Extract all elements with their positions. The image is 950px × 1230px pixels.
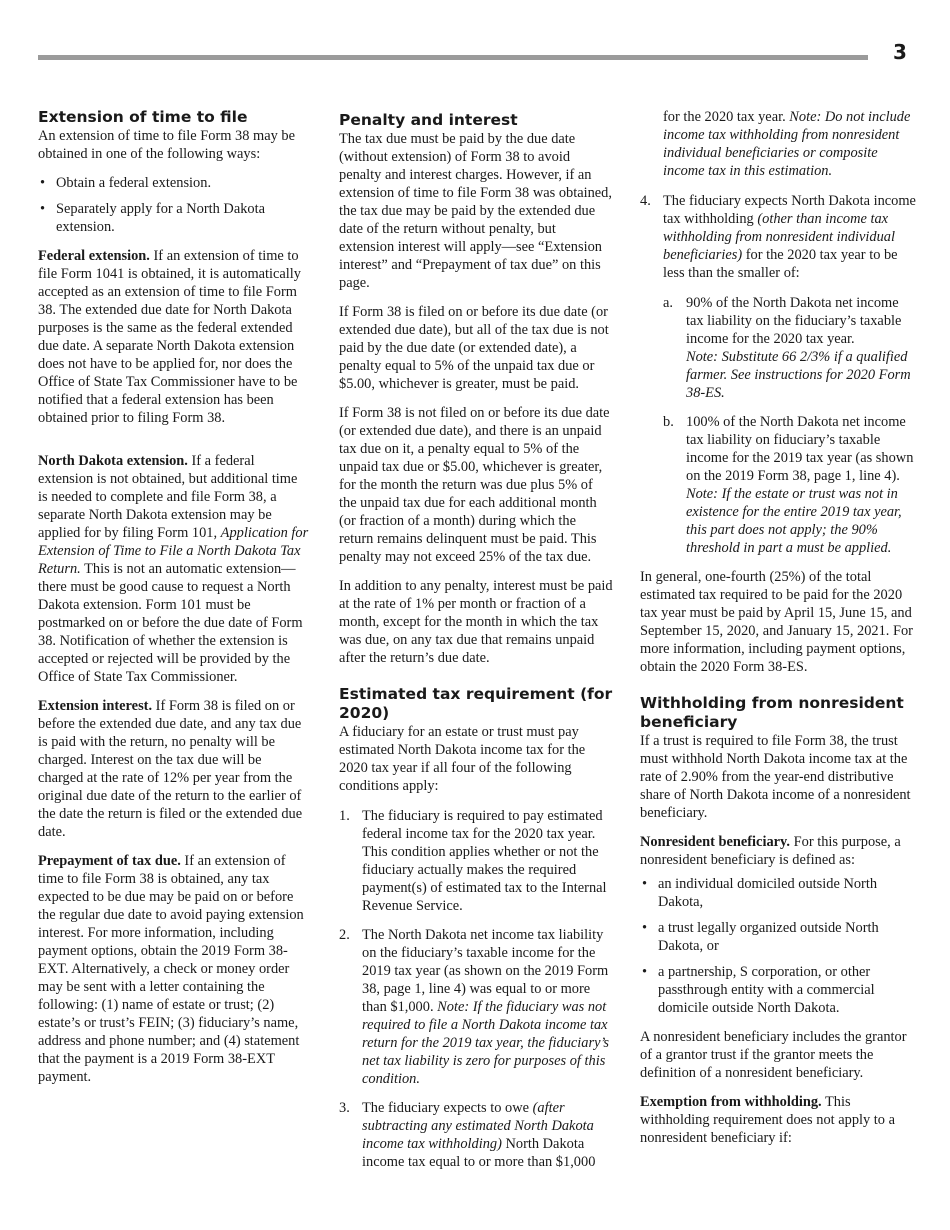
extension-interest-lead: Extension interest. xyxy=(38,698,153,714)
extension-interest-paragraph: Extension interest. If Form 38 is filed on or before the extended due date, and any tax due is paid with the return, no penalty will be charged. Interest on the tax due will be charged at the rate of 12% per year from the original due date of the return to the earlier of the date the return is filed or the extended due date. xyxy=(38,698,303,840)
sub-condition-b-note: Note: If the estate or trust was not in existence for the entire 2019 tax year, this part does not apply; the 90% threshold in part a must be applied. xyxy=(686,486,902,556)
exemption-lead: Exemption from withholding. xyxy=(640,1094,822,1110)
penalty-paragraph-1: The tax due must be paid by the due date (without extension) of Form 38 to avoid penalty and interest charges. However, if an extension of time to file Form 38 was obtained, the tax due may be paid by the extended due date of the return without penalty, but extension interest will apply—see “Extension interest” and “Prepayment of tax due” on this page. xyxy=(339,131,612,291)
grantor-paragraph: A nonresident beneficiary includes the grantor of a grantor trust if the grantor meets the definition of a nonresident beneficiary. xyxy=(640,1029,907,1081)
nd-extension-lead: North Dakota extension. xyxy=(38,453,188,469)
prepayment-paragraph: Prepayment of tax due. If an extension of time to file Form 38 is obtained, any tax expected to be due may be paid on or before the regular due date to avoid paying extension interest. For more information, including payment options, obtain the 2019 Form 38-EXT. Alternatively, a check or money order may be sent with a letter containing the following: (1) name of estate or trust; (2) estate’s or trust’s FEIN; (3) fiduciary’s name, address and phone number; and (4) statement that the payment is a 2019 Form 38-EXT payment. xyxy=(38,853,304,1085)
sub-condition-a-note: Note: Substitute 66 2/3% if a qualified farmer. See instructions for 2020 Form 38-ES. xyxy=(686,349,911,401)
sub-conditions-list xyxy=(663,294,918,557)
nonresident-list xyxy=(640,875,918,1017)
list-item: • a partnership, S corporation, or other passthrough entity with a commercial domicile outside North Dakota. xyxy=(640,963,918,1017)
penalty-paragraph-2: If Form 38 is filed on or before its due date (or extended due date), but all of the tax due is not paid by the due date (or extended date), a penalty equal to 5% of the unpaid tax due or $5.00, whichever is greater, must be paid. xyxy=(339,304,609,392)
heading-extension: Extension of time to file xyxy=(38,108,248,126)
condition-item-1: 1. The fiduciary is required to pay estimated federal income tax for the 2020 tax year. This condition applies whether or not the fiduciary actually makes the required payment(s) of estimated tax to the Internal Revenue Service. xyxy=(339,808,607,914)
conditions-list-continued xyxy=(640,192,918,557)
extension-ways-list xyxy=(38,174,310,236)
nd-extension-paragraph: North Dakota extension. If a federal extension is not obtained, but additional time is needed to complete and file Form 38, a separate North Dakota extension may be applied for by filing Form 101, Application for Extension of Time to File a North Dakota Tax Return. This is not an automatic extension—there must be good cause to request a North Dakota extension. Form 101 must be postmarked on or before the due date of Form 38. Notification of whether the extension is accepted or rejected will be provided by the Office of State Tax Commissioner. xyxy=(38,453,309,685)
form-101-title: Application for Extension of Time to File a North Dakota Tax Return. xyxy=(38,525,309,577)
federal-extension-paragraph: Federal extension. If an extension of time to file Form 1041 is obtained, it is automatically accepted as an extension of time to file Form 38. The extended due date for North Dakota purposes is the same as the federal extended due date. A separate North Dakota extension does not have to be applied for, nor does the Office of State Tax Commissioner have to be notified that a federal extension has been obtained prior to filing Form 38. xyxy=(38,248,301,426)
list-item: • Obtain a federal extension. xyxy=(38,174,310,192)
withholding-intro: If a trust is required to file Form 38, the trust must withhold North Dakota income tax at the rate of 2.90% from the year-end distributive share of North Dakota income of a nonresident beneficiary. xyxy=(640,733,911,821)
nonresident-beneficiary-lead: Nonresident beneficiary. xyxy=(640,834,791,850)
condition-3-note: Note: Do not include income tax withholding from nonresident individual beneficiaries or composite income tax in this estimation. xyxy=(663,109,911,179)
column-2 xyxy=(339,108,613,1182)
sub-condition-a: a. 90% of the North Dakota net income tax liability on the fiduciary’s taxable income for the 2020 tax year. Note: Substitute 66 2/3% if a qualified farmer. See instructions for 2020 Form 38-ES. xyxy=(663,295,911,401)
prepayment-lead: Prepayment of tax due. xyxy=(38,853,181,869)
conditions-list xyxy=(339,807,613,1171)
list-item: • a trust legally organized outside North Dakota, or xyxy=(640,919,918,955)
condition-item-2: 2. The North Dakota net income tax liability on the fiduciary’s taxable income for the 2019 tax year (as shown on the 2019 Form 38, page 1, line 4) was equal to or more than $1,000. Note: If the fiduciary was not required to file a North Dakota income tax return for the 2019 tax year, the fiduciary’s net tax liability is zero for purposes of this condition. xyxy=(339,927,610,1087)
federal-extension-lead: Federal extension. xyxy=(38,248,150,264)
list-item: • an individual domiciled outside North Dakota, xyxy=(640,875,918,911)
sub-condition-b: b. 100% of the North Dakota net income tax liability on fiduciary’s taxable income for the 2019 tax year (as shown on the 2019 Form 38, page 1, line 4). Note: If the estate or trust was not in existence for the entire 2019 tax year, this part does not apply; the 90% threshold in part a must be applied. xyxy=(663,414,914,556)
heading-withholding: Withholding from nonresident beneficiary xyxy=(640,694,904,731)
nonresident-beneficiary-paragraph: Nonresident beneficiary. For this purpose, a nonresident beneficiary is defined as: xyxy=(640,834,901,868)
condition-2-note: Note: If the fiduciary was not required to file a North Dakota income tax return for the 2019 tax year, the fiduciary’s net tax liability is zero for purposes of this condition. xyxy=(362,999,610,1087)
exemption-paragraph: Exemption from withholding. This withholding requirement does not apply to a nonresident beneficiary if: xyxy=(640,1094,895,1146)
header-rule xyxy=(38,55,868,60)
general-paragraph: In general, one-fourth (25%) of the total estimated tax required to be paid for the 2020 tax year must be paid by April 15, June 15, and September 15, 2020, and January 15, 2021. For more information, including payment options, obtain the 2020 Form 38-ES. xyxy=(640,569,913,675)
column-1 xyxy=(38,108,310,1097)
extension-intro: An extension of time to file Form 38 may be obtained in one of the following ways: xyxy=(38,128,295,162)
heading-estimated-tax: Estimated tax requirement (for 2020) xyxy=(339,685,613,722)
list-item: • Separately apply for a North Dakota extension. xyxy=(38,200,310,236)
heading-penalty: Penalty and interest xyxy=(339,111,518,129)
condition-3-continued: for the 2020 tax year. Note: Do not include income tax withholding from nonresident individual beneficiaries or composite income tax in this estimation. xyxy=(663,109,911,179)
column-3 xyxy=(640,108,918,1158)
page-number: 3 xyxy=(893,40,907,64)
condition-item-3: 3. The fiduciary expects to owe (after subtracting any estimated North Dakota income tax withholding) North Dakota income tax equal to or more than $1,000 xyxy=(339,1100,596,1170)
penalty-paragraph-4: In addition to any penalty, interest must be paid at the rate of 1% per month or fraction of a month, except for the month in which the tax was due, on any tax due that remains unpaid after the return’s due date. xyxy=(339,578,613,666)
condition-item-4: 4. The fiduciary expects North Dakota income tax withholding (other than income tax withholding from nonresident individual beneficiaries) for the 2020 tax year to be less than the smaller of: a. 90% of the North Dakota net income tax liability on the fiduciary’s taxable income for the 2020 tax year. Note: Substitute 66 2/3% if a qualified farmer. See instructions for 2020 Form 38-ES. b. 100% of the North Dakota net income tax liability on fiduciary’s taxable income for the 2019 tax year (as shown on the 2019 Form 38, page 1, line 4). Note: If the estate or trust was not in existence for the entire 2019 tax year, this part does not apply; the 90% threshold in part a must be applied. xyxy=(640,192,918,557)
penalty-paragraph-3: If Form 38 is not filed on or before its due date (or extended due date), and there is an unpaid tax due on it, a penalty equal to 5% of the unpaid tax due or $5.00, whichever is greater, for the month the return was due plus 5% of the unpaid tax due for each additional month (or fraction of a month) during which the return remains delinquent must be paid. This penalty may not exceed 25% of the tax due. xyxy=(339,405,610,565)
estimated-intro: A fiduciary for an estate or trust must pay estimated North Dakota income tax for the 2020 tax year if all four of the following conditions apply: xyxy=(339,724,586,794)
